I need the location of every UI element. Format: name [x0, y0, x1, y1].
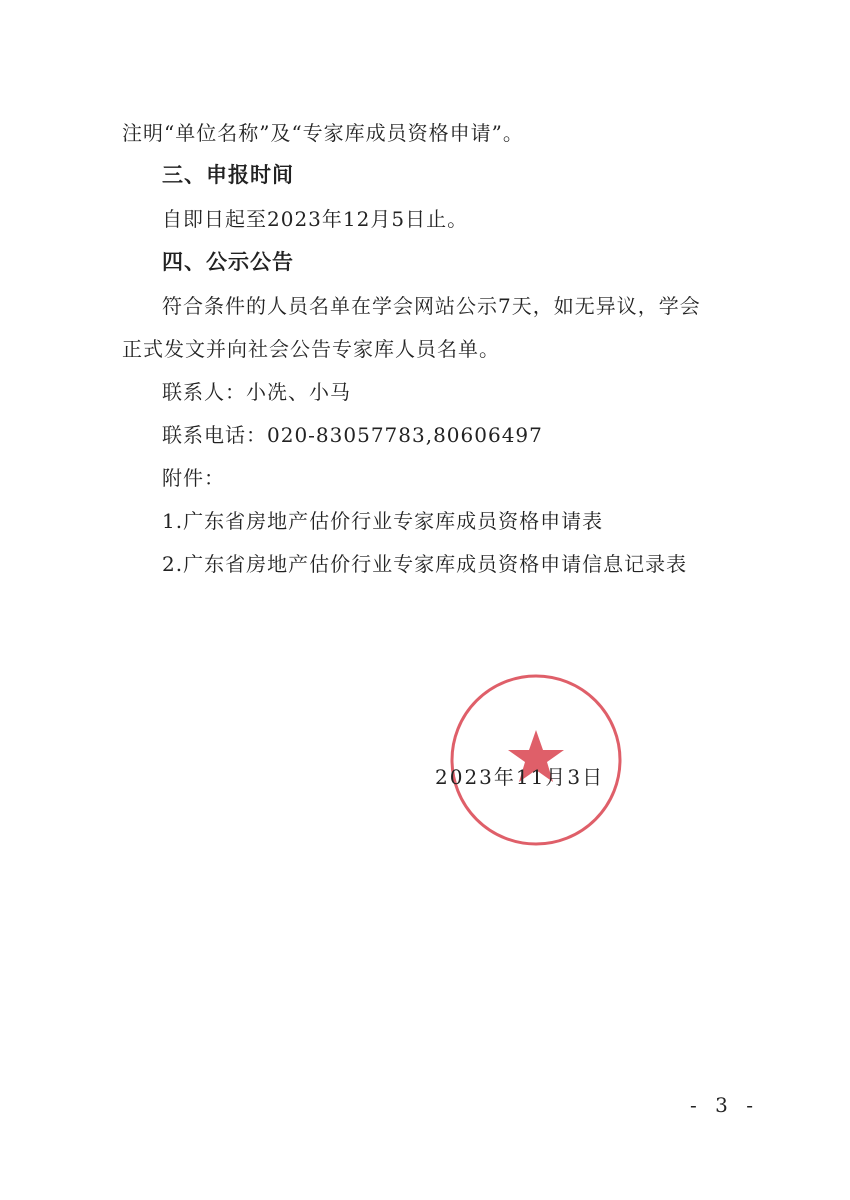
section-3-title: 三、申报时间 — [162, 163, 294, 187]
attachment-item-1: 1.广东省房地产估价行业专家库成员资格申请表 — [162, 509, 604, 533]
paragraph-continuation: 注明“单位名称”及“专家库成员资格申请”。 — [122, 121, 524, 145]
official-seal — [448, 672, 624, 848]
section-4-text-line-2: 正式发文并向社会公告专家库人员名单。 — [122, 337, 500, 361]
section-3-text: 自即日起至2023年12月5日止。 — [162, 207, 469, 231]
section-4-text-line-1: 符合条件的人员名单在学会网站公示7天，如无异议，学会 — [162, 294, 701, 318]
section-4-title: 四、公示公告 — [162, 250, 294, 274]
attachment-item-2: 2.广东省房地产估价行业专家库成员资格申请信息记录表 — [162, 552, 688, 576]
document-date: 2023年11月3日 — [435, 765, 605, 789]
page-number: - 3 - — [690, 1093, 759, 1117]
contact-phone: 联系电话：020-83057783,80606497 — [162, 423, 543, 447]
attachments-label: 附件： — [162, 466, 225, 490]
contact-person: 联系人：小冼、小马 — [162, 380, 351, 404]
